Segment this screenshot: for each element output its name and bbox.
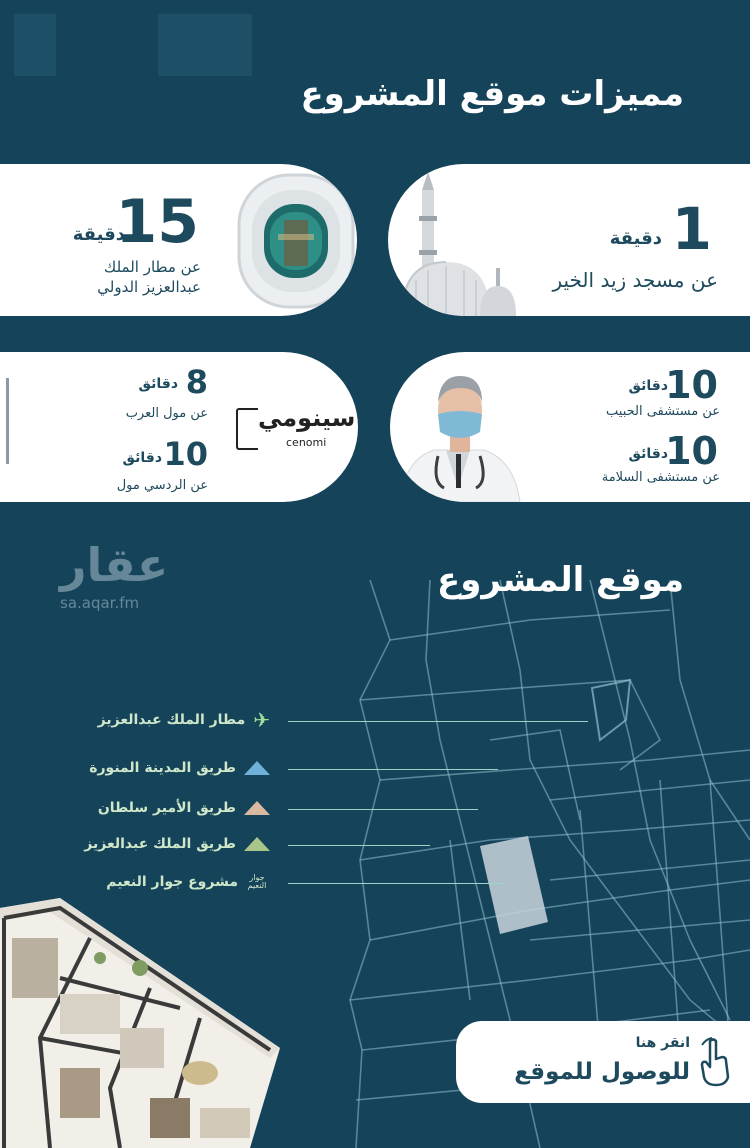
hospitals-card xyxy=(390,352,750,502)
aqar-watermark xyxy=(60,538,169,612)
scroll-indicator xyxy=(6,378,9,464)
mall1-distance-text: عن مول العرب xyxy=(125,406,208,421)
mosque-minutes-unit: دقيقة xyxy=(609,228,662,249)
legend-label-prince-sultan-road: طريق الأمير سلطان xyxy=(97,800,236,816)
hospital2-minutes-unit: دقائق xyxy=(628,446,668,462)
road-icon-blue xyxy=(244,761,270,775)
legend-line-project xyxy=(288,883,506,884)
aqar-watermark-url: sa.aqar.fm xyxy=(60,594,140,612)
mall2-minutes-unit: دقائق xyxy=(122,450,162,466)
cenomi-logo-mark xyxy=(236,408,258,450)
airport-distance-line2: عبدالعزيز الدولي xyxy=(97,278,201,296)
mall1-minutes-unit: دقائق xyxy=(138,376,178,392)
floor-plan-image xyxy=(0,898,280,1148)
legend-label-madinah-road: طريق المدينة المنورة xyxy=(89,760,236,776)
cenomi-logo-arabic: سينومي xyxy=(258,404,356,432)
road-icon-beige xyxy=(244,801,270,815)
legend-label-king-abdulaziz-road: طريق الملك عبدالعزيز xyxy=(84,836,236,852)
legend-item-airport xyxy=(98,708,270,732)
plane-icon: ✈ xyxy=(253,708,270,732)
cenomi-logo xyxy=(236,404,356,450)
aqar-watermark-arabic: عقار xyxy=(60,538,169,592)
road-icon-green xyxy=(244,837,270,851)
legend-line-madinah-road xyxy=(288,769,498,770)
mosque-distance-text: عن مسجد زيد الخير xyxy=(552,268,718,292)
mosque-minutes-number: 1 xyxy=(671,195,712,263)
malls-card xyxy=(0,352,358,502)
legend-label-project: مشروع جوار النعيم xyxy=(106,874,238,890)
mall1-minutes-number: 8 xyxy=(185,363,208,401)
legend-item-project xyxy=(106,870,270,894)
legend-line-king-abdulaziz-road xyxy=(288,845,430,846)
legend-item-madinah-road xyxy=(89,756,270,780)
airport-distance-line1: عن مطار الملك xyxy=(103,258,201,276)
mall2-minutes-number: 10 xyxy=(163,435,208,473)
airport-card xyxy=(0,164,357,316)
doctor-image xyxy=(394,352,524,502)
hospital1-minutes-unit: دقائق xyxy=(628,378,668,394)
airport-minutes-number: 15 xyxy=(115,187,199,257)
mall2-distance-text: عن الردسي مول xyxy=(116,478,208,493)
hospital1-minutes-number: 10 xyxy=(665,363,718,407)
hospital2-distance-text: عن مستشفى السلامة xyxy=(601,470,720,485)
legend-item-king-abdulaziz-road xyxy=(84,832,270,856)
project-logo: جوار النعيم xyxy=(247,873,267,890)
hospital1-distance-text: عن مستشفى الحبيب xyxy=(606,404,720,419)
cta-small-text: انقر هنا xyxy=(635,1035,690,1051)
hospital2-minutes-number: 10 xyxy=(665,429,718,473)
legend-label-airport: مطار الملك عبدالعزيز xyxy=(97,712,246,728)
tap-hand-icon xyxy=(698,1037,732,1087)
mosque-card xyxy=(388,164,750,316)
legend-line-prince-sultan-road xyxy=(288,809,478,810)
location-cta-button[interactable] xyxy=(456,1021,750,1103)
legend-line-airport xyxy=(288,721,588,722)
section-title-location: موقع المشروع xyxy=(436,560,684,600)
section-title-features: مميزات موقع المشروع xyxy=(300,74,684,114)
cta-big-text: للوصول للموقع xyxy=(514,1059,690,1085)
placeholder-square-left xyxy=(14,14,56,76)
airplane-window-image xyxy=(236,172,356,310)
legend-item-prince-sultan-road xyxy=(98,796,270,820)
mosque-image xyxy=(398,170,518,316)
cenomi-logo-english: cenomi xyxy=(286,436,327,449)
airport-minutes-unit: دقيقة xyxy=(72,224,125,245)
placeholder-square-right xyxy=(158,14,252,76)
